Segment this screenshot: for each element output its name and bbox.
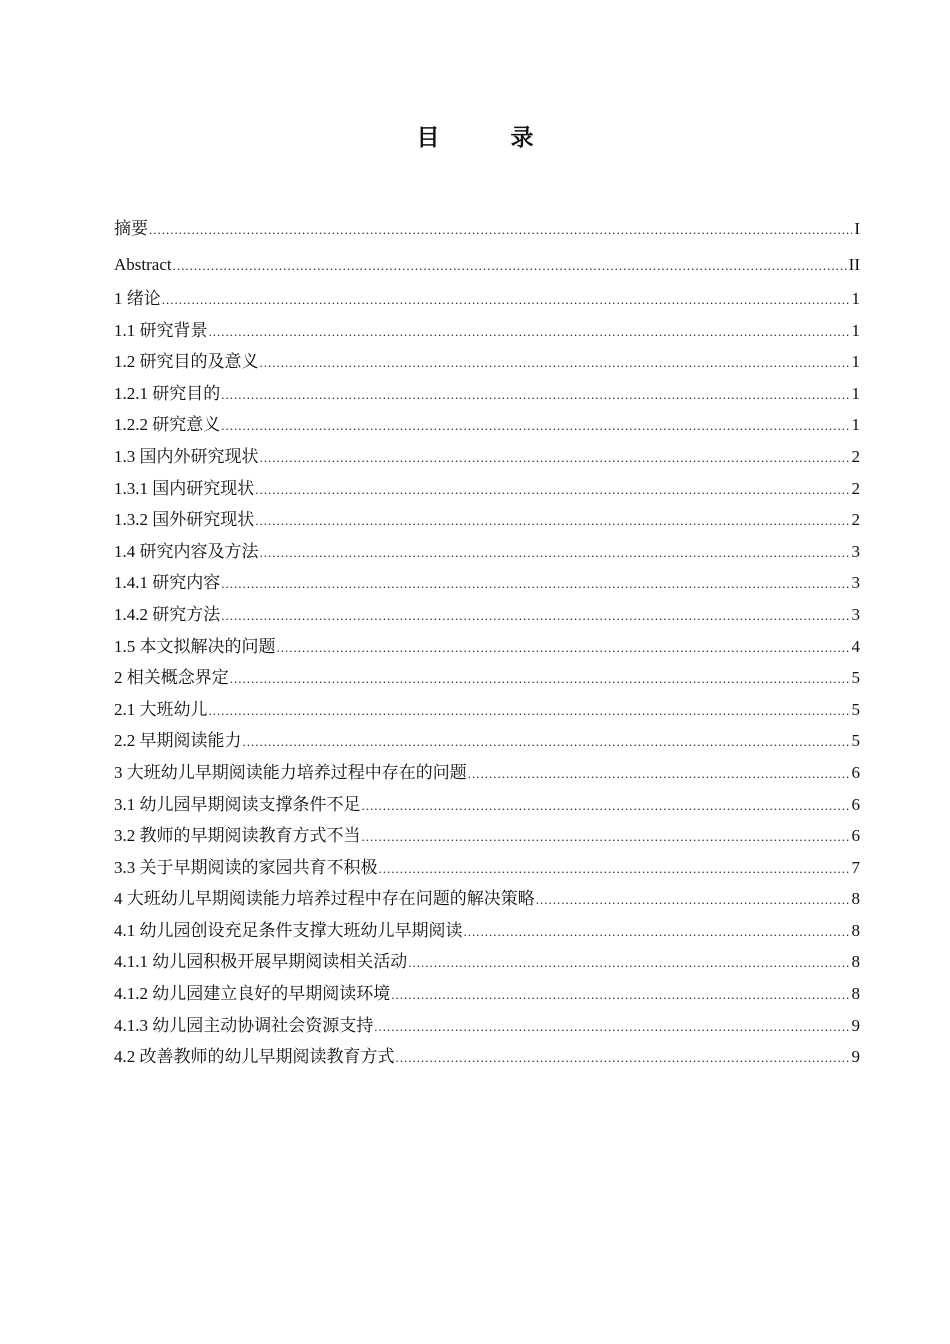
toc-dot-leader — [221, 568, 849, 600]
toc-entry-text: 1.3.2 国外研究现状 — [114, 510, 255, 530]
toc-dot-leader — [162, 284, 850, 316]
toc-dot-leader — [362, 790, 850, 822]
toc-dot-leader — [396, 1042, 850, 1074]
toc-dot-leader — [230, 663, 850, 695]
toc-page-number: 6 — [851, 826, 860, 846]
toc-entry-text: 1.2.2 研究意义 — [114, 415, 221, 435]
toc-entry-text: 1 绪论 — [114, 289, 161, 308]
toc-entry[interactable] — [114, 631, 860, 663]
toc-entry-text: 1.2.1 研究目的 — [114, 383, 221, 403]
toc-entry[interactable] — [114, 599, 860, 631]
toc-entry-text: 3.1 幼儿园早期阅读支撑条件不足 — [114, 794, 361, 814]
toc-page-number: 3 — [851, 541, 860, 561]
toc-entry[interactable] — [114, 883, 860, 915]
toc-entry[interactable] — [114, 212, 860, 249]
toc-page-number: 6 — [851, 762, 860, 782]
toc-page-number: 4 — [851, 636, 860, 656]
toc-dot-leader — [536, 884, 850, 916]
toc-entry-text: 1.1 研究背景 — [114, 320, 208, 340]
toc-dot-leader — [221, 410, 849, 442]
toc-page-number: 9 — [851, 1047, 860, 1067]
toc-entry-text: Abstract — [114, 255, 172, 274]
toc-dot-leader — [391, 979, 849, 1011]
toc-entry[interactable] — [114, 694, 860, 726]
toc-entry[interactable] — [114, 789, 860, 821]
toc-entry-text: 1.2 研究目的及意义 — [114, 352, 259, 372]
toc-entry[interactable] — [114, 757, 860, 789]
toc-page-number: 1 — [851, 415, 860, 435]
toc-page-number: 8 — [851, 920, 860, 940]
toc-page-number: 5 — [851, 731, 860, 751]
toc-dot-leader — [468, 758, 850, 790]
toc-dot-leader — [260, 442, 850, 474]
toc-page-number: 2 — [851, 510, 860, 530]
toc-entry[interactable] — [114, 536, 860, 568]
toc-entry-text: 4.2 改善教师的幼儿早期阅读教育方式 — [114, 1047, 395, 1067]
toc-entry-text: 4.1 幼儿园创设充足条件支撑大班幼儿早期阅读 — [114, 920, 463, 940]
toc-page-number: 8 — [851, 952, 860, 972]
toc-entry[interactable] — [114, 978, 860, 1010]
toc-dot-leader — [209, 316, 850, 348]
toc-page-number: 1 — [851, 383, 860, 403]
toc-dot-leader — [277, 632, 850, 664]
toc-page-number: 2 — [851, 478, 860, 498]
toc-dot-leader — [255, 505, 849, 537]
toc-entry-text: 4.1.2 幼儿园建立良好的早期阅读环境 — [114, 984, 391, 1004]
toc-page-number: 9 — [851, 1015, 860, 1035]
toc-dot-leader — [221, 600, 849, 632]
toc-dot-leader — [260, 537, 850, 569]
toc-entry-text: 摘要 — [114, 219, 148, 238]
toc-entry-text: 4.1.3 幼儿园主动协调社会资源支持 — [114, 1015, 374, 1035]
toc-dot-leader — [379, 853, 850, 885]
toc-dot-leader — [221, 379, 849, 411]
toc-dot-leader — [209, 695, 850, 727]
toc-entry-text: 3.2 教师的早期阅读教育方式不当 — [114, 826, 361, 846]
toc-page-number: 3 — [851, 573, 860, 593]
toc-entry[interactable] — [114, 283, 860, 315]
toc-entry-text: 4.1.1 幼儿园积极开展早期阅读相关活动 — [114, 952, 408, 972]
toc-entry-text: 1.4.2 研究方法 — [114, 604, 221, 624]
toc-entry-text: 1.4 研究内容及方法 — [114, 541, 259, 561]
toc-entry[interactable] — [114, 662, 860, 694]
toc-page-number: 2 — [851, 446, 860, 466]
toc-entry-text: 1.3 国内外研究现状 — [114, 446, 259, 466]
toc-entry-text: 3.3 关于早期阅读的家园共育不积极 — [114, 857, 378, 877]
toc-entry-text: 1.3.1 国内研究现状 — [114, 478, 255, 498]
toc-page-number: 6 — [851, 794, 860, 814]
toc-entry[interactable] — [114, 567, 860, 599]
toc-page-number: 1 — [851, 289, 860, 308]
toc-entry-text: 1.4.1 研究内容 — [114, 573, 221, 593]
toc-page-number: 5 — [851, 668, 860, 688]
toc-page-number: 5 — [851, 699, 860, 719]
toc-page-number: 1 — [851, 352, 860, 372]
toc-entry[interactable] — [114, 915, 860, 947]
toc-dot-leader — [464, 916, 850, 948]
toc-dot-leader — [362, 821, 850, 853]
toc-dot-leader — [173, 250, 847, 282]
toc-entry[interactable] — [114, 725, 860, 757]
toc-title: 目 录 — [416, 125, 558, 151]
toc-page-number: II — [848, 255, 860, 274]
toc-page-number: 8 — [851, 984, 860, 1004]
toc-entry-text: 4 大班幼儿早期阅读能力培养过程中存在问题的解决策略 — [114, 889, 535, 909]
toc-entry[interactable] — [114, 346, 860, 378]
toc-entry[interactable] — [114, 315, 860, 347]
toc-entry-text: 2 相关概念界定 — [114, 668, 229, 688]
toc-entry[interactable] — [114, 473, 860, 505]
toc-page-number: 1 — [851, 320, 860, 340]
toc-entry[interactable] — [114, 852, 860, 884]
toc-entry[interactable] — [114, 441, 860, 473]
toc-page-number: 8 — [851, 889, 860, 909]
toc-entry-text: 3 大班幼儿早期阅读能力培养过程中存在的问题 — [114, 762, 467, 782]
toc-entry[interactable] — [114, 249, 860, 283]
toc-entry-text: 2.1 大班幼儿 — [114, 699, 208, 719]
toc-page-number: I — [854, 219, 860, 238]
toc-entry[interactable] — [114, 1041, 860, 1073]
toc-dot-leader — [408, 947, 849, 979]
toc-dot-leader — [255, 474, 849, 506]
toc-entry[interactable] — [114, 409, 860, 441]
toc-dot-leader — [260, 347, 850, 379]
toc-entry-text: 2.2 早期阅读能力 — [114, 731, 242, 751]
toc-dot-leader — [243, 726, 850, 758]
table-of-contents — [114, 212, 860, 1073]
toc-entry[interactable] — [114, 504, 860, 536]
toc-page-number: 7 — [851, 857, 860, 877]
toc-dot-leader — [149, 213, 852, 247]
toc-entry[interactable] — [114, 946, 860, 978]
toc-entry-text: 1.5 本文拟解决的问题 — [114, 636, 276, 656]
toc-entry[interactable] — [114, 378, 860, 410]
toc-entry[interactable] — [114, 1010, 860, 1042]
toc-dot-leader — [374, 1011, 849, 1043]
toc-page-number: 3 — [851, 604, 860, 624]
toc-entry[interactable] — [114, 820, 860, 852]
